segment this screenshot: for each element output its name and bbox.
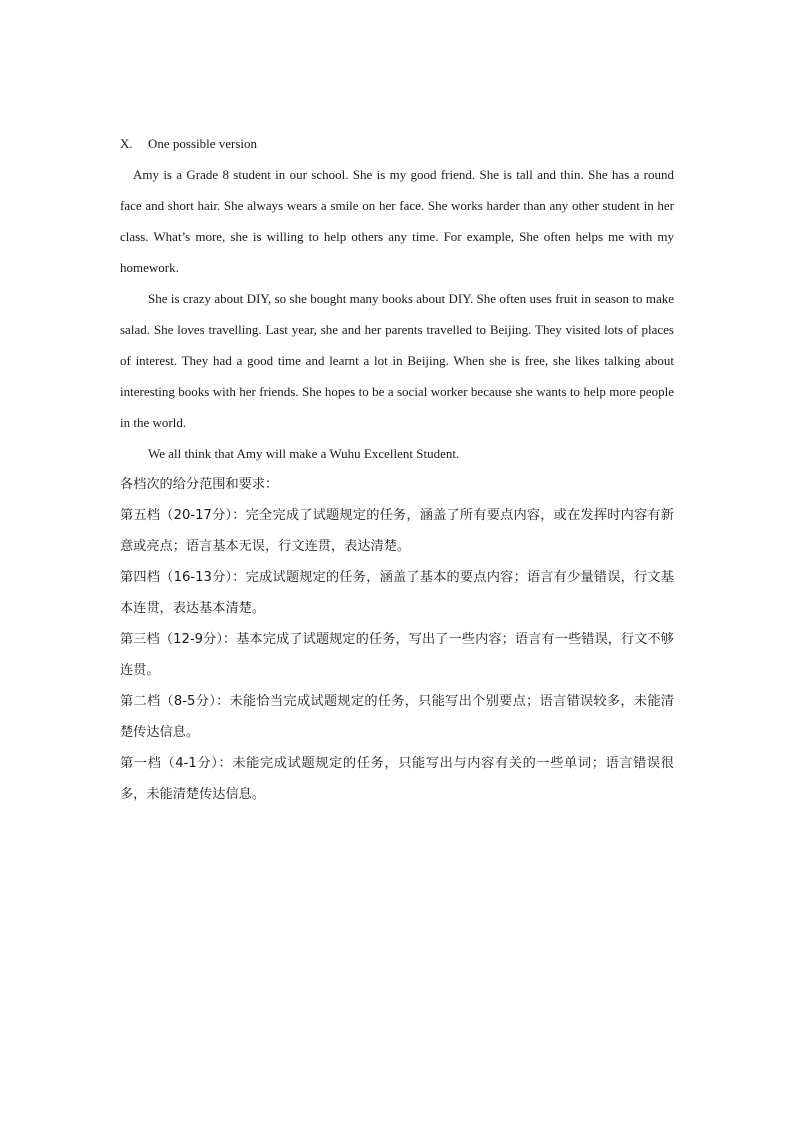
section-number: X.	[120, 136, 133, 151]
essay-paragraph-3: We all think that Amy will make a Wuhu Excellent Student.	[148, 446, 460, 461]
scoring-title: 各档次的给分范围和要求：	[120, 477, 279, 492]
scoring-level-2: 第二档（8-5分）：未能恰当完成试题规定的任务，只能写出个别要点；语言错误较多，未能清楚传达信息。	[120, 694, 674, 740]
section-title: One possible version	[148, 136, 258, 151]
section-heading	[120, 128, 674, 159]
document-page	[120, 128, 674, 810]
scoring-level-1: 第一档（4-1分）：未能完成试题规定的任务，只能写出与内容有关的一些单词；语言错误很多，未能清楚传达信息。	[120, 756, 674, 802]
scoring-level-4: 第四档（16-13分）：完成试题规定的任务，涵盖了基本的要点内容；语言有少量错误，行文基本连贯，表达基本清楚。	[120, 570, 674, 616]
essay-paragraph-2: She is crazy about DIY, so she bought many books about DIY. She often uses fruit in season to make salad. She loves travelling. Last year, she and her parents travelled to Beijing. They visited lots of places of interest. They had a good time and learnt a lot in Beijing. When she is free, she likes talking about interesting books with her friends. She hopes to be a social worker because she wants to help more people in the world.	[120, 291, 674, 430]
essay-paragraph-1: Amy is a Grade 8 student in our school. She is my good friend. She is tall and thin. She has a round face and short hair. She always wears a smile on her face. She works harder than any other student in her class. What’s more, she is willing to help others any time. For example, She often helps me with my homework.	[120, 167, 674, 275]
scoring-level-5: 第五档（20-17分）：完全完成了试题规定的任务，涵盖了所有要点内容，或在发挥时内容有新意或亮点；语言基本无误，行文连贯，表达清楚。	[120, 508, 674, 554]
scoring-level-3: 第三档（12-9分）：基本完成了试题规定的任务，写出了一些内容；语言有一些错误，行文不够连贯。	[120, 632, 674, 678]
